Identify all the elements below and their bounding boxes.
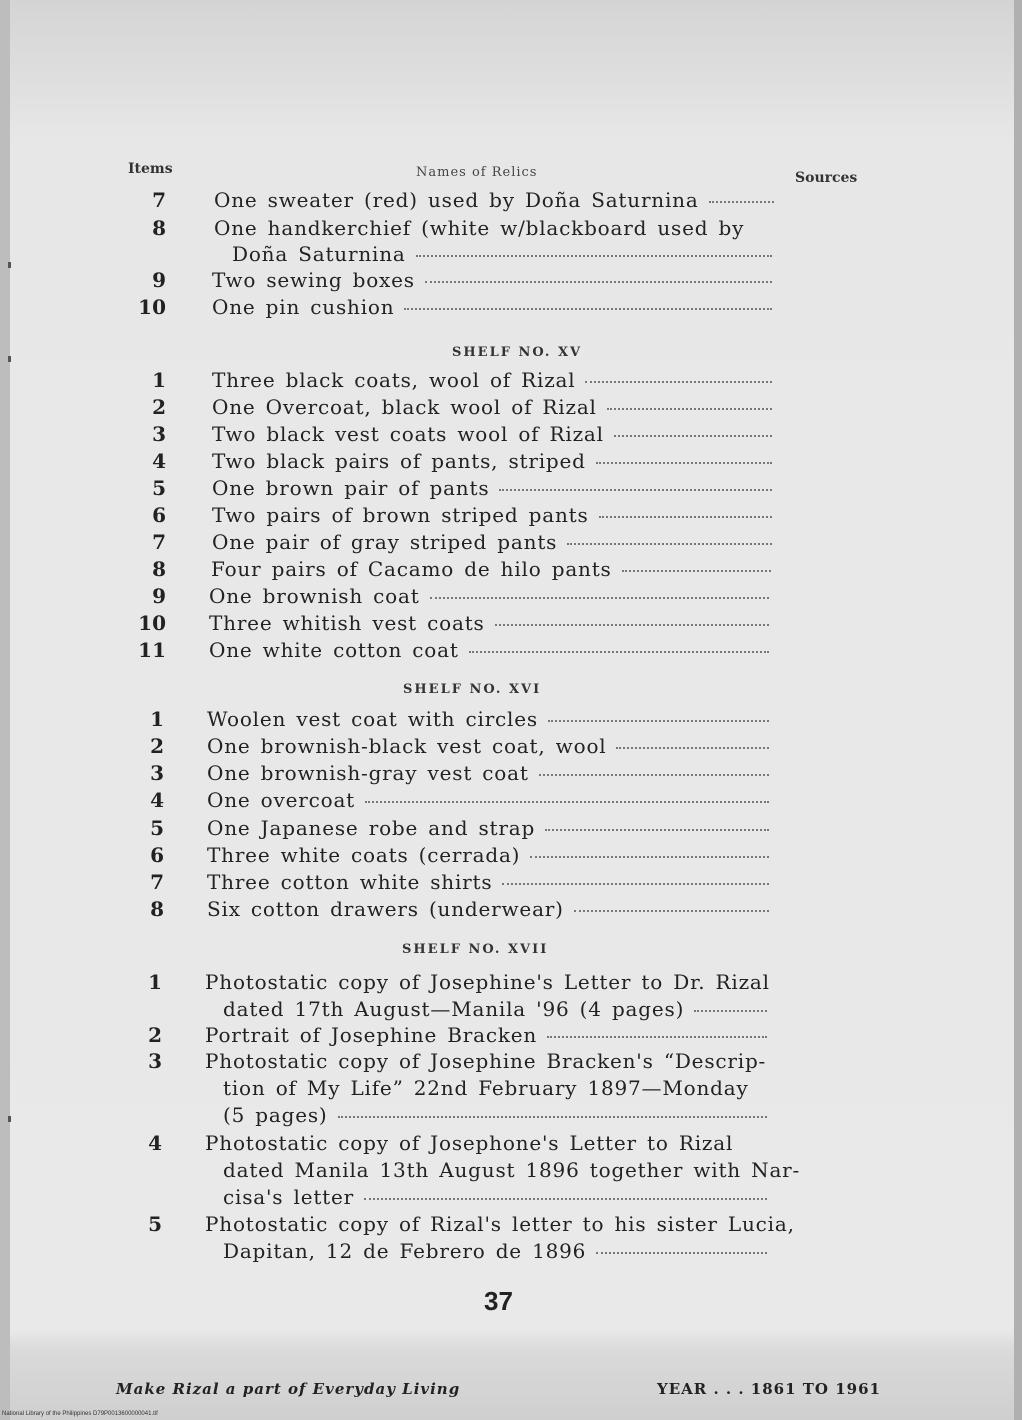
item-number: 3 — [152, 422, 166, 446]
item-number: 3 — [150, 761, 164, 785]
item-text: Three white coats (cerrada) — [207, 843, 521, 867]
leader-dots — [425, 279, 772, 283]
list-item — [0, 503, 1022, 531]
list-item — [0, 1212, 1022, 1240]
leader-dots — [430, 595, 769, 599]
item-text: Two sewing boxes — [212, 268, 415, 292]
item-text: Photostatic copy of Josephone's Letter to Rizal — [205, 1131, 734, 1155]
list-item — [0, 1185, 1022, 1213]
item-text: Woolen vest coat with circles — [207, 707, 538, 731]
list-item — [0, 476, 1022, 504]
list-item — [0, 1049, 1022, 1077]
list-item — [0, 970, 1022, 998]
leader-dots — [404, 306, 772, 310]
item-text: Three whitish vest coats — [209, 611, 485, 635]
item-number: 10 — [138, 611, 166, 635]
item-number: 1 — [152, 368, 166, 392]
item-number: 2 — [150, 734, 164, 758]
item-text: One white cotton coat — [209, 638, 459, 662]
item-text: Two black vest coats wool of Rizal — [212, 422, 604, 446]
list-item — [0, 422, 1022, 450]
item-text: One Overcoat, black wool of Rizal — [212, 395, 597, 419]
item-text: dated 17th August—Manila '96 (4 pages) — [223, 997, 685, 1021]
list-item — [0, 188, 1022, 216]
list-item — [0, 530, 1022, 558]
list-item — [0, 997, 1022, 1025]
item-number: 5 — [150, 816, 164, 840]
item-number: 8 — [152, 216, 166, 240]
leader-dots — [709, 199, 774, 203]
item-text: Doña Saturnina — [232, 242, 406, 266]
item-text: One brown pair of pants — [212, 476, 490, 500]
item-number: 8 — [150, 897, 164, 921]
list-item — [0, 611, 1022, 639]
leader-dots — [694, 1008, 767, 1012]
item-text: Three black coats, wool of Rizal — [212, 368, 576, 392]
item-text: tion of My Life” 22nd February 1897—Monday — [223, 1076, 749, 1100]
leader-dots — [607, 406, 772, 410]
list-item — [0, 1158, 1022, 1186]
page-number: 37 — [484, 1286, 513, 1316]
item-text: Three cotton white shirts — [207, 870, 493, 894]
leader-dots — [574, 908, 769, 912]
list-item — [0, 449, 1022, 477]
list-item — [0, 368, 1022, 396]
item-number: 6 — [150, 843, 164, 867]
leader-dots — [530, 854, 769, 858]
list-item — [0, 216, 1022, 244]
leader-dots — [622, 568, 771, 572]
leader-dots — [547, 1034, 767, 1038]
list-item — [0, 897, 1022, 925]
leader-dots — [616, 745, 769, 749]
list-item — [0, 843, 1022, 871]
list-item — [0, 870, 1022, 898]
list-item — [0, 1131, 1022, 1159]
header-names-of-relics: Names of Relics — [416, 165, 538, 180]
list-item — [0, 1103, 1022, 1131]
leader-dots — [567, 541, 772, 545]
item-text: dated Manila 13th August 1896 together with Nar- — [223, 1158, 801, 1182]
item-text: One sweater (red) used by Doña Saturnina — [214, 188, 699, 212]
header-items: Items — [128, 161, 173, 177]
item-number: 4 — [150, 788, 164, 812]
item-number: 7 — [150, 870, 164, 894]
item-text: One handkerchief (white w/blackboard used by — [214, 216, 745, 240]
footer-years: YEAR . . . 1861 TO 1961 — [657, 1380, 881, 1398]
item-number: 4 — [152, 449, 166, 473]
leader-dots — [545, 827, 769, 831]
item-text: One pin cushion — [212, 295, 395, 319]
list-item — [0, 761, 1022, 789]
item-number: 4 — [148, 1131, 162, 1155]
leader-dots — [596, 460, 772, 464]
item-number: 9 — [152, 584, 166, 608]
leader-dots — [338, 1114, 767, 1118]
item-number: 1 — [150, 707, 164, 731]
item-text: Two pairs of brown striped pants — [212, 503, 589, 527]
leader-dots — [614, 433, 772, 437]
list-item — [0, 1023, 1022, 1051]
item-number: 1 — [148, 970, 162, 994]
shelf-heading: SHELF NO. XVII — [402, 942, 549, 957]
item-text: cisa's letter — [223, 1185, 355, 1209]
shelf-heading: SHELF NO. XV — [452, 345, 583, 360]
header-sources: Sources — [795, 170, 858, 186]
list-item — [0, 816, 1022, 844]
item-number: 10 — [138, 295, 166, 319]
item-number: 7 — [152, 530, 166, 554]
leader-dots — [416, 253, 772, 257]
item-text: Six cotton drawers (underwear) — [207, 897, 564, 921]
list-item — [0, 584, 1022, 612]
item-number: 6 — [152, 503, 166, 527]
item-number: 2 — [148, 1023, 162, 1047]
leader-dots — [364, 1196, 767, 1200]
item-number: 11 — [138, 638, 166, 662]
item-text: Two black pairs of pants, striped — [212, 449, 586, 473]
item-text: Dapitan, 12 de Febrero de 1896 — [223, 1239, 587, 1263]
list-item — [0, 295, 1022, 323]
item-text: One brownish coat — [209, 584, 420, 608]
item-text: One Japanese robe and strap — [207, 816, 536, 840]
item-text: Photostatic copy of Josephine Bracken's “Descrip- — [205, 1049, 767, 1073]
list-item — [0, 1076, 1022, 1104]
item-number: 8 — [152, 557, 166, 581]
list-item — [0, 788, 1022, 816]
item-text: (5 pages) — [223, 1103, 328, 1127]
shelf-heading: SHELF NO. XVI — [403, 682, 542, 697]
item-number: 3 — [148, 1049, 162, 1073]
leader-dots — [548, 718, 769, 722]
item-text: One brownish-black vest coat, wool — [207, 734, 607, 758]
item-number: 5 — [152, 476, 166, 500]
footer-slogan: Make Rizal a part of Everyday Living — [116, 1380, 461, 1398]
list-item — [0, 707, 1022, 735]
list-item — [0, 268, 1022, 296]
item-text: One pair of gray striped pants — [212, 530, 558, 554]
list-item — [0, 1239, 1022, 1267]
list-item — [0, 734, 1022, 762]
leader-dots — [539, 772, 769, 776]
item-text: One brownish-gray vest coat — [207, 761, 529, 785]
leader-dots — [469, 649, 769, 653]
item-number: 2 — [152, 395, 166, 419]
item-text: Photostatic copy of Rizal's letter to his sister Lucia, — [205, 1212, 795, 1236]
leader-dots — [596, 1250, 767, 1254]
item-number: 5 — [148, 1212, 162, 1236]
item-text: Four pairs of Cacamo de hilo pants — [211, 557, 612, 581]
leader-dots — [599, 514, 772, 518]
leader-dots — [502, 881, 769, 885]
leader-dots — [495, 622, 769, 626]
leader-dots — [585, 379, 772, 383]
item-text: One overcoat — [207, 788, 356, 812]
list-item — [0, 638, 1022, 666]
list-item — [0, 395, 1022, 423]
item-text: Photostatic copy of Josephine's Letter to Dr. Rizal — [205, 970, 770, 994]
list-item — [0, 557, 1022, 585]
edge-mark — [8, 356, 11, 362]
scan-caption: National Library of the Philippines D79P0013600000041.tif — [2, 1411, 158, 1417]
item-text: Portrait of Josephine Bracken — [205, 1023, 538, 1047]
list-item-continuation — [0, 242, 1022, 270]
item-number: 7 — [152, 188, 166, 212]
item-number: 9 — [152, 268, 166, 292]
leader-dots — [499, 487, 772, 491]
leader-dots — [365, 799, 769, 803]
